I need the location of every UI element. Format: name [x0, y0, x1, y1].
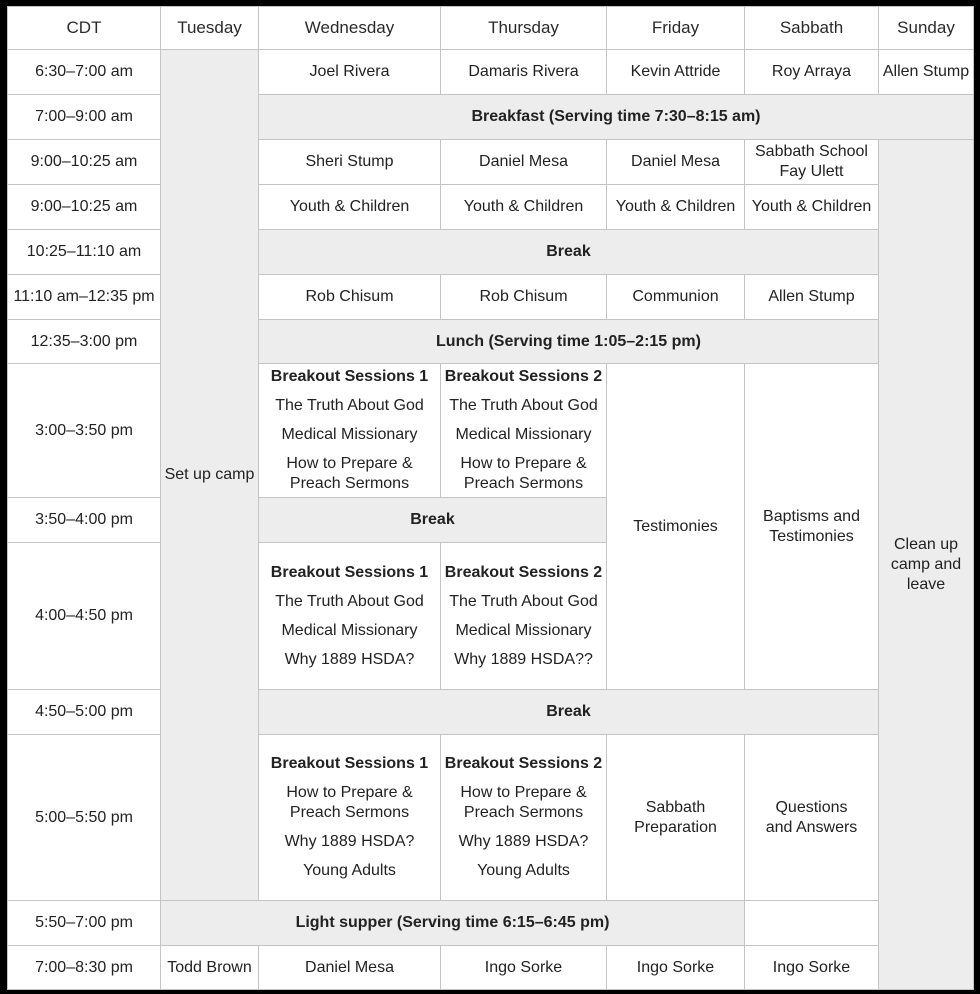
table-row — [8, 690, 974, 735]
cell-wed: Rob Chisum — [259, 275, 441, 320]
sabbath-school-speaker: Fay Ulett — [779, 163, 844, 180]
breakout-item: The Truth About God — [449, 592, 598, 610]
time-cell: 10:25–11:10 am — [8, 230, 161, 275]
time-cell: 3:00–3:50 pm — [8, 364, 161, 498]
time-cell: 6:30–7:00 am — [8, 50, 161, 95]
tuesday-evening-cell: Todd Brown — [161, 946, 259, 990]
table-row — [8, 140, 974, 185]
cell-sab: Allen Stump — [745, 275, 879, 320]
breakfast-banner: Breakfast (Serving time 7:30–8:15 am) — [259, 95, 974, 140]
breakout-cell-wed — [259, 735, 441, 901]
breakout-cell-thu — [441, 364, 607, 498]
cell-fri: Daniel Mesa — [607, 140, 745, 185]
breakout-item: Why 1889 HSDA?? — [454, 650, 593, 668]
cell-fri: Ingo Sorke — [607, 946, 745, 990]
header-friday: Friday — [607, 7, 745, 50]
table-row — [8, 364, 974, 498]
questions-answers-label: Questions and Answers — [765, 798, 858, 836]
friday-afternoon-cell: Testimonies — [607, 364, 745, 690]
cell-sab: Roy Arraya — [745, 50, 879, 95]
breakout-cell-wed — [259, 543, 441, 690]
breakout-item: How to Prepare & Preach Sermons — [286, 455, 413, 492]
cell-wed: Joel Rivera — [259, 50, 441, 95]
breakout-cell-wed — [259, 364, 441, 498]
header-sabbath: Sabbath — [745, 7, 879, 50]
table-row — [8, 230, 974, 275]
breakout-title: Breakout Sessions 2 — [444, 563, 603, 581]
sabbath-evening-cell — [745, 735, 879, 901]
camp-schedule-table — [7, 6, 974, 990]
header-wednesday: Wednesday — [259, 7, 441, 50]
cell-thu: Youth & Children — [441, 185, 607, 230]
cell-thu: Ingo Sorke — [441, 946, 607, 990]
break-banner: Break — [259, 230, 879, 275]
breakout-item: Young Adults — [303, 862, 396, 879]
table-row — [8, 735, 974, 901]
breakout-title: Breakout Sessions 1 — [270, 563, 429, 581]
sunday-morning-cell: Allen Stump — [879, 50, 974, 95]
breakout-item: Medical Missionary — [281, 621, 418, 639]
cell-sab: Youth & Children — [745, 185, 879, 230]
table-row — [8, 320, 974, 364]
cell-fri: Kevin Attride — [607, 50, 745, 95]
table-row — [8, 275, 974, 320]
time-cell: 9:00–10:25 am — [8, 185, 161, 230]
friday-evening-cell — [607, 735, 745, 901]
breakout-item: Young Adults — [477, 862, 570, 879]
breakout-item: The Truth About God — [275, 397, 424, 414]
header-row — [8, 7, 974, 50]
sabbath-preparation-label: Sabbath Preparation — [634, 798, 717, 836]
cell-sab — [745, 140, 879, 185]
time-cell: 11:10 am–12:35 pm — [8, 275, 161, 320]
table-row — [8, 95, 974, 140]
sunday-cleanup-cell — [879, 140, 974, 990]
breakout-cell-thu — [441, 543, 607, 690]
time-cell: 4:50–5:00 pm — [8, 690, 161, 735]
breakout-cell-thu — [441, 735, 607, 901]
time-cell: 12:35–3:00 pm — [8, 320, 161, 364]
breakout-item: How to Prepare & Preach Sermons — [286, 784, 413, 821]
breakout-item: Medical Missionary — [455, 426, 592, 443]
breakout-item: Why 1889 HSDA? — [284, 650, 415, 668]
time-cell: 5:50–7:00 pm — [8, 901, 161, 946]
time-cell: 3:50–4:00 pm — [8, 498, 161, 543]
breakout-item: How to Prepare & Preach Sermons — [460, 455, 587, 492]
breakout-item: Medical Missionary — [281, 426, 418, 443]
header-sunday: Sunday — [879, 7, 974, 50]
break-banner: Break — [259, 690, 879, 735]
time-cell: 4:00–4:50 pm — [8, 543, 161, 690]
table-row — [8, 946, 974, 990]
breakout-item: Why 1889 HSDA? — [458, 833, 589, 850]
breakout-item: Medical Missionary — [455, 621, 592, 639]
tuesday-setup-cell: Set up camp — [161, 50, 259, 901]
cell-fri: Youth & Children — [607, 185, 745, 230]
sabbath-school-label: Sabbath School — [755, 143, 868, 160]
time-cell: 7:00–8:30 pm — [8, 946, 161, 990]
cell-thu: Daniel Mesa — [441, 140, 607, 185]
baptisms-label: Baptisms and Testimonies — [763, 507, 860, 545]
sabbath-afternoon-cell — [745, 364, 879, 690]
cell-sab: Ingo Sorke — [745, 946, 879, 990]
lunch-banner: Lunch (Serving time 1:05–2:15 pm) — [259, 320, 879, 364]
cell-thu: Damaris Rivera — [441, 50, 607, 95]
time-cell: 5:00–5:50 pm — [8, 735, 161, 901]
break-banner: Break — [259, 498, 607, 543]
cell-fri: Communion — [607, 275, 745, 320]
breakout-title: Breakout Sessions 2 — [444, 368, 603, 385]
table-row — [8, 185, 974, 230]
cell-thu: Rob Chisum — [441, 275, 607, 320]
cell-wed: Sheri Stump — [259, 140, 441, 185]
cell-wed: Youth & Children — [259, 185, 441, 230]
time-cell: 7:00–9:00 am — [8, 95, 161, 140]
supper-banner: Light supper (Serving time 6:15–6:45 pm) — [161, 901, 745, 946]
breakout-item: How to Prepare & Preach Sermons — [460, 784, 587, 821]
table-row — [8, 50, 974, 95]
header-thursday: Thursday — [441, 7, 607, 50]
breakout-title: Breakout Sessions 1 — [270, 755, 429, 772]
header-cdt: CDT — [8, 7, 161, 50]
breakout-title: Breakout Sessions 2 — [444, 755, 603, 772]
breakout-item: The Truth About God — [275, 592, 424, 610]
breakout-title: Breakout Sessions 1 — [270, 368, 429, 385]
table-row — [8, 901, 974, 946]
cell-wed: Daniel Mesa — [259, 946, 441, 990]
breakout-item: The Truth About God — [449, 397, 598, 414]
header-tuesday: Tuesday — [161, 7, 259, 50]
time-cell: 9:00–10:25 am — [8, 140, 161, 185]
breakout-item: Why 1889 HSDA? — [284, 833, 415, 850]
cleanup-label: Clean up camp and leave — [890, 535, 962, 593]
